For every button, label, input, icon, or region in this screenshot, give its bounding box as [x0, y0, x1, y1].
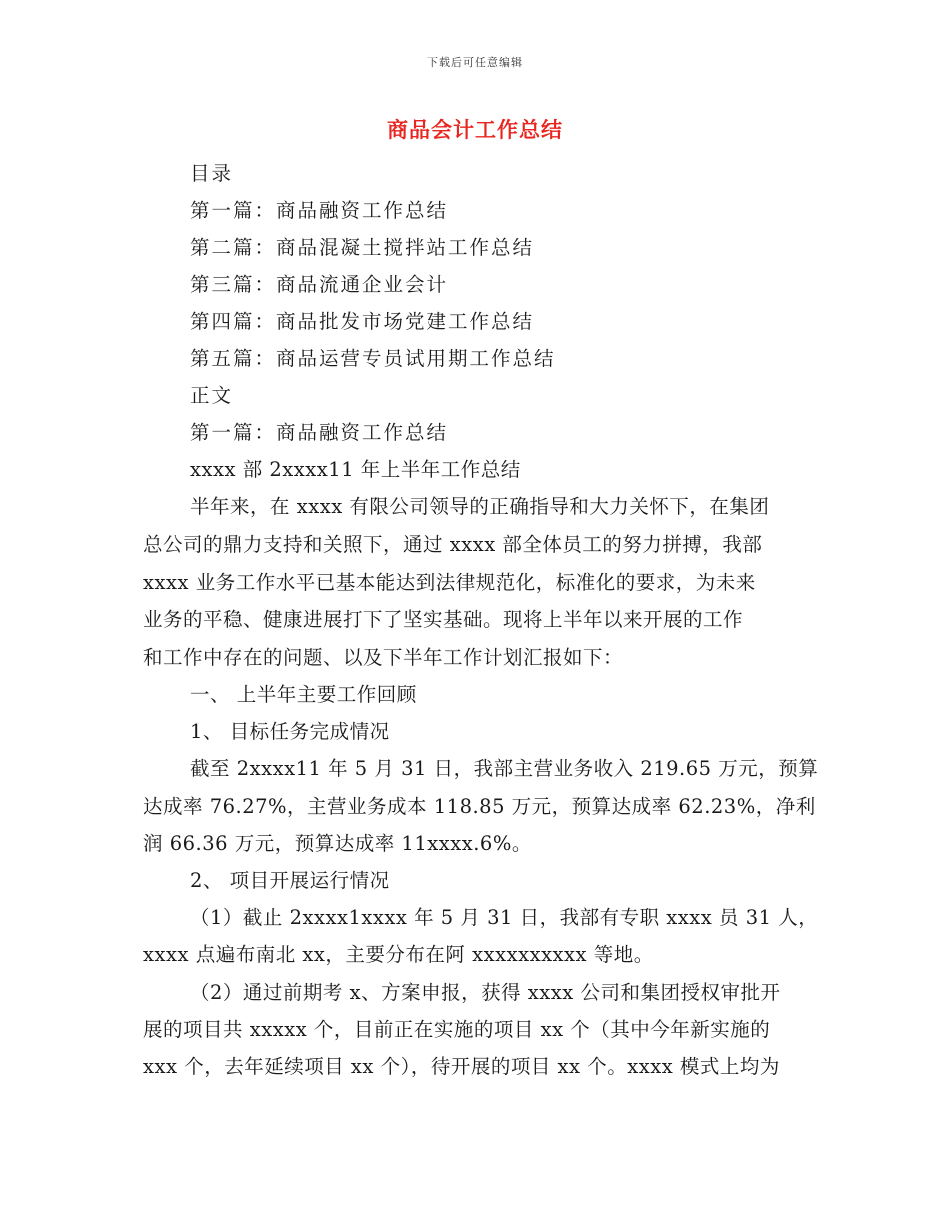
- paragraph-line: 截至 2xxxx11 年 5 月 31 日，我部主营业务收入 219.65 万元，预算: [190, 757, 819, 780]
- paragraph-line: xxx 个，去年延续项目 xx 个），待开展的项目 xx 个。xxxx 模式上均为: [143, 1055, 780, 1078]
- paragraph-line: 业务的平稳、健康进展打下了坚实基础。现将上半年以来开展的工作: [143, 608, 744, 631]
- paragraph-line: 半年来，在 xxxx 有限公司领导的正确指导和大力关怀下，在集团: [190, 495, 770, 518]
- paragraph-line: 达成率 76.27%，主营业务成本 118.85 万元，预算达成率 62.23%，净利: [143, 795, 816, 818]
- paragraph-line: 和工作中存在的问题、以及下半年工作计划汇报如下：: [143, 646, 624, 669]
- toc-item: 第五篇：商品运营专员试用期工作总结: [190, 347, 556, 370]
- paragraph-line: 总公司的鼎力支持和关照下，通过 xxxx 部全体员工的努力拼搏，我部: [143, 533, 763, 556]
- paragraph-line: （1）截止 2xxxx1xxxx 年 5 月 31 日，我部有专职 xxxx 员 31 人，: [190, 906, 819, 929]
- section-heading: 一、 上半年主要工作回顾: [190, 683, 417, 706]
- paragraph-line: xxxx 业务工作水平已基本能达到法律规范化，标准化的要求，为未来: [143, 571, 756, 594]
- toc-item: 第一篇：商品融资工作总结: [190, 199, 449, 222]
- toc-item: 第二篇：商品混凝土搅拌站工作总结: [190, 236, 535, 259]
- toc-item: 第三篇：商品流通企业会计: [190, 273, 449, 296]
- paragraph-line: （2）通过前期考 x、方案申报，获得 xxxx 公司和集团授权审批开: [190, 981, 781, 1004]
- toc-item: 第四篇：商品批发市场党建工作总结: [190, 310, 535, 333]
- report-subtitle: xxxx 部 2xxxx11 年上半年工作总结: [190, 458, 521, 481]
- toc-heading: 目录: [190, 162, 234, 185]
- part-title: 第一篇：商品融资工作总结: [190, 421, 449, 444]
- body-heading: 正文: [190, 384, 234, 407]
- paragraph-line: xxxx 点遍布南北 xx，主要分布在阿 xxxxxxxxxx 等地。: [143, 943, 654, 966]
- paragraph-line: 展的项目共 xxxxx 个，目前正在实施的项目 xx 个（其中今年新实施的: [143, 1018, 771, 1041]
- item-heading: 1、 目标任务完成情况: [190, 720, 390, 743]
- page-header-note: 下载后可任意编辑: [427, 56, 523, 69]
- document-title: 商品会计工作总结: [387, 118, 563, 142]
- paragraph-line: 润 66.36 万元，预算达成率 11xxxx.6%。: [143, 832, 532, 855]
- item-heading: 2、 项目开展运行情况: [190, 869, 390, 892]
